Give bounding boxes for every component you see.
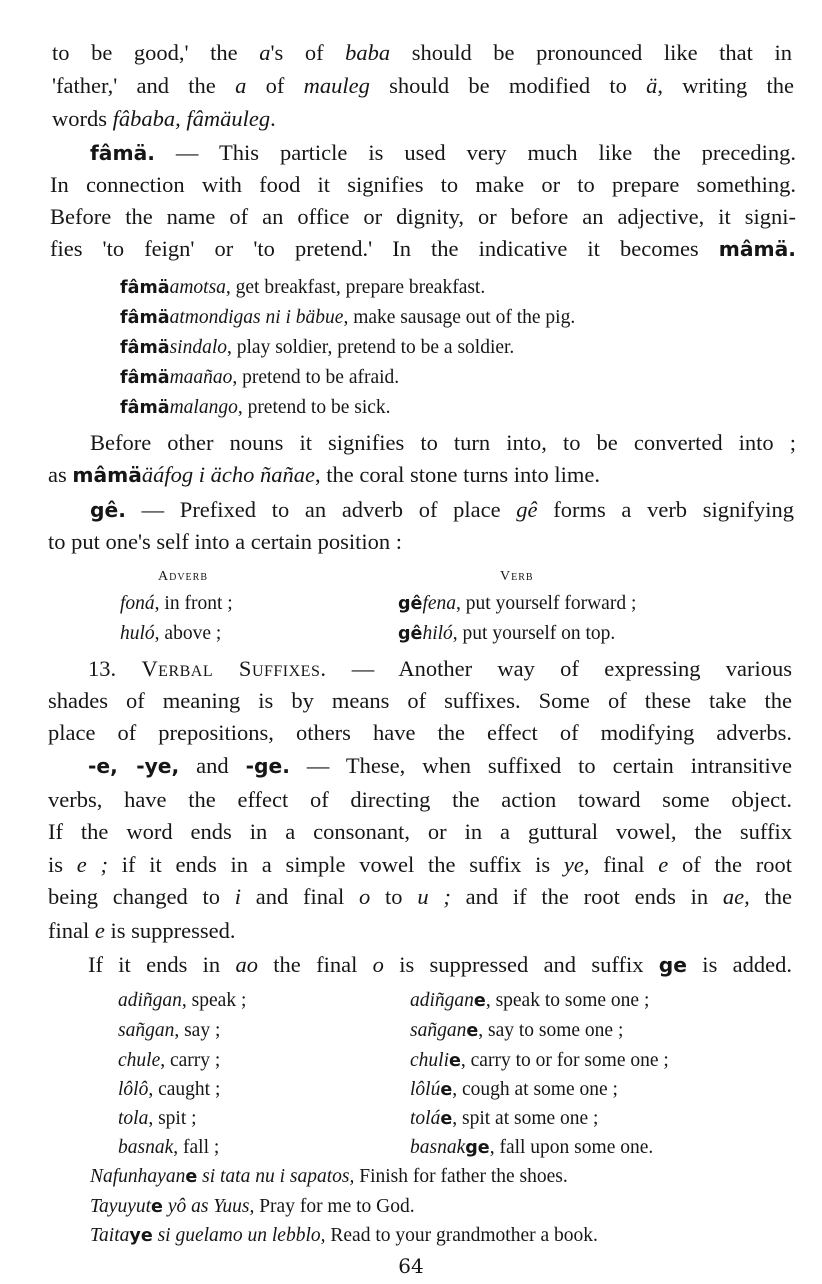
suffixed-form-cell: toláe, spit at some one ; (410, 1108, 599, 1129)
text-line: 'father,' and the a of mauleg should be modified to ä, writing the (52, 73, 794, 98)
verb-cell: gêhiló, put yourself on top. (398, 623, 616, 644)
verb-cell: gêfena, put yourself forward ; (398, 593, 637, 614)
text-line: place of prepositions, others have the effect of modifying adverbs. (48, 720, 792, 745)
text-line: Before the name of an office or dignity, or before an adjective, it signi- (50, 204, 796, 229)
text-line: Before other nouns it signifies to turn into, to be converted into ; (90, 430, 796, 455)
page-number: 64 (398, 1254, 424, 1278)
entry-headword: fâmä. (90, 141, 155, 165)
base-form-cell: sañgan, say ; (118, 1020, 221, 1041)
example-sentence: Nafunhayane si tata nu i sapatos, Finish for father the shoes. (90, 1166, 568, 1187)
text-line: as mâmääáfog i ächo ñañae, the coral stone turns into lime. (48, 462, 600, 487)
entry-headword: gê. (90, 498, 126, 522)
entry-headword: -e, -ye, (88, 754, 180, 778)
text-line: verbs, have the effect of directing the action toward some object. (48, 787, 792, 812)
adverb-cell: foná, in front ; (120, 593, 233, 614)
base-form-cell: tola, spit ; (118, 1108, 197, 1129)
base-form-cell: chule, carry ; (118, 1050, 221, 1071)
text-line: being changed to i and final o to u ; and if the root ends in ae, the (48, 884, 792, 909)
column-header-adverb: Adverb (158, 569, 209, 584)
suffixed-form-cell: lôlúe, cough at some one ; (410, 1079, 618, 1100)
text-line: -e, -ye, and -ge. — These, when suffixed to certain intransitive (88, 753, 792, 778)
column-header-verb: Verb (500, 569, 534, 584)
section-heading-line: 13. Verbal Suffixes. — Another way of expressing various (88, 656, 792, 681)
base-form-cell: basnak, fall ; (118, 1137, 220, 1158)
example-line: fâmämalango, pretend to be sick. (120, 397, 391, 418)
text-line: fâmä. — This particle is used very much like the preceding. (90, 140, 796, 165)
adverb-cell: huló, above ; (120, 623, 222, 644)
example-line: fâmäsindalo, play soldier, pretend to be a soldier. (120, 337, 515, 358)
example-sentence: Taitaye si guelamo un lebblo, Read to your grandmother a book. (90, 1225, 598, 1246)
section-title: Verbal Suffixes. (141, 656, 327, 681)
suffixed-form-cell: sañgane, say to some one ; (410, 1020, 624, 1041)
text-line: to put one's self into a certain position : (48, 529, 402, 554)
text-line: gê. — Prefixed to an adverb of place gê forms a verb signifying (90, 497, 794, 522)
text-line: fies 'to feign' or 'to pretend.' In the indicative it becomes mâmä. (50, 236, 796, 261)
base-form-cell: lôlô, caught ; (118, 1079, 221, 1100)
text-line: to be good,' the a's of baba should be pronounced like that in (52, 40, 792, 65)
example-line: fâmäamotsa, get breakfast, prepare breakfast. (120, 277, 486, 298)
text-line: final e is suppressed. (48, 918, 236, 943)
base-form-cell: adiñgan, speak ; (118, 990, 247, 1011)
text-line: shades of meaning is by means of suffixes. Some of these take the (48, 688, 792, 713)
text-line: In connection with food it signifies to make or to prepare something. (50, 172, 796, 197)
text-line: If the word ends in a consonant, or in a guttural vowel, the suffix (48, 819, 792, 844)
example-sentence: Tayuyute yô as Yuus, Pray for me to God. (90, 1196, 415, 1217)
suffixed-form-cell: adiñgane, speak to some one ; (410, 990, 650, 1011)
example-line: fâmäatmondigas ni i bäbue, make sausage out of the pig. (120, 307, 576, 328)
example-line: fâmämaañao, pretend to be afraid. (120, 367, 400, 388)
suffixed-form-cell: basnakge, fall upon some one. (410, 1137, 654, 1158)
text-line: is e ; if it ends in a simple vowel the suffix is ye, final e of the root (48, 852, 792, 877)
text-line: If it ends in ao the final o is suppressed and suffix ge is added. (88, 952, 792, 977)
suffixed-form-cell: chulie, carry to or for some one ; (410, 1050, 669, 1071)
text-line: words fâbaba, fâmäuleg. (52, 106, 276, 131)
